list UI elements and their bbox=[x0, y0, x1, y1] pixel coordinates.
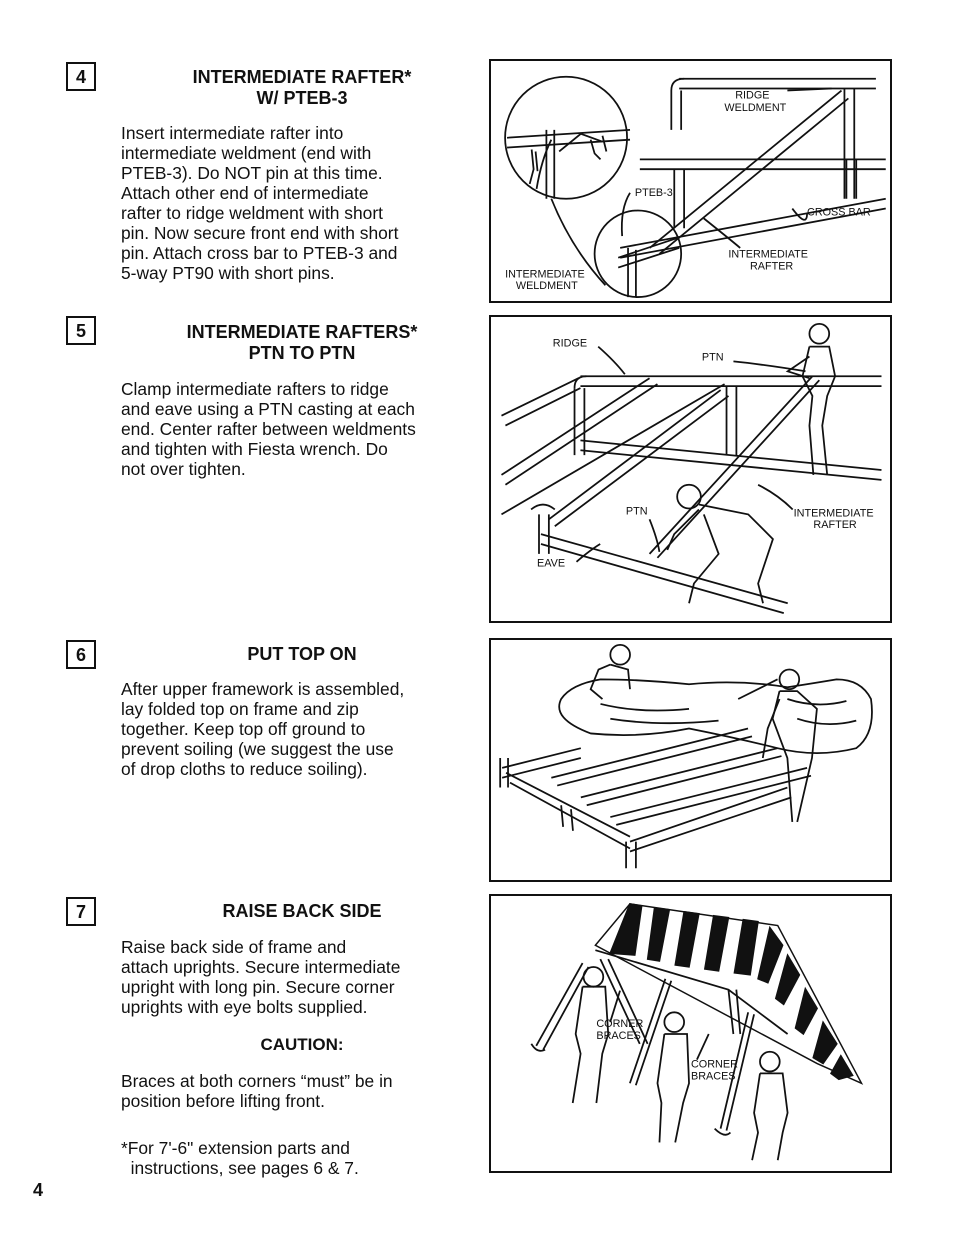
step-6-heading-line-1: PUT TOP ON bbox=[247, 644, 357, 664]
caution-heading: CAUTION: bbox=[260, 1035, 344, 1054]
label-ridge: RIDGE bbox=[552, 337, 588, 350]
step-4-line: rafter to ridge weldment with short bbox=[121, 203, 383, 223]
step-4-line: pin. Attach cross bar to PTEB-3 and bbox=[121, 243, 398, 263]
step-5-line: and eave using a PTN casting at each bbox=[121, 399, 415, 419]
step-7-heading-line-1: RAISE BACK SIDE bbox=[222, 901, 382, 921]
label-ptn-top: PTN bbox=[701, 351, 724, 364]
label-ptn-bottom: PTN bbox=[625, 505, 648, 518]
step-4-line: Insert intermediate rafter into bbox=[121, 123, 344, 143]
label-intermediate-weldment-1: INTERMEDIATE bbox=[505, 268, 585, 281]
step-6-line: together. Keep top off ground to bbox=[121, 719, 366, 739]
step-7-line: uprights with eye bolts supplied. bbox=[121, 997, 368, 1017]
step-4-line: 5-way PT90 with short pins. bbox=[121, 263, 335, 283]
step-4-heading bbox=[120, 67, 484, 109]
label-intermediate-rafter-2: RAFTER bbox=[750, 260, 794, 273]
caution-text bbox=[121, 1071, 481, 1111]
extension-footnote bbox=[121, 1138, 481, 1178]
step-6-illustration bbox=[489, 638, 892, 882]
label-eave: EAVE bbox=[537, 557, 566, 570]
step-4-line: intermediate weldment (end with bbox=[121, 143, 372, 163]
step-6-line: prevent soiling (we suggest the use bbox=[121, 739, 394, 759]
step-5-line: not over tighten. bbox=[121, 459, 246, 479]
label-intermediate-rafter-1: INTERMEDIATE bbox=[728, 248, 808, 261]
step-5-line: Clamp intermediate rafters to ridge bbox=[121, 379, 389, 399]
step-6-frame-drawing bbox=[491, 640, 890, 880]
step-4-heading-line-2: W/ PTEB-3 bbox=[256, 88, 348, 108]
label-corner-braces-b1: CORNER bbox=[690, 1058, 738, 1071]
label-pteb3: PTEB-3 bbox=[634, 186, 673, 199]
step-6-heading bbox=[120, 644, 484, 665]
label-ridge-weldment-2: WELDMENT bbox=[724, 102, 787, 115]
step-4-heading-line-1: INTERMEDIATE RAFTER* bbox=[192, 67, 412, 87]
step-4-illustration bbox=[489, 59, 892, 303]
label-cross-bar: CROSS BAR bbox=[807, 206, 871, 219]
step-5-line: end. Center rafter between weldments bbox=[121, 419, 416, 439]
step-5-line: and tighten with Fiesta wrench. Do bbox=[121, 439, 388, 459]
step-5-heading-line-1: INTERMEDIATE RAFTERS* bbox=[186, 322, 418, 342]
step-5-heading-line-2: PTN TO PTN bbox=[248, 343, 356, 363]
label-intermediate-rafter-1: INTERMEDIATE bbox=[793, 507, 874, 520]
step-6-line: lay folded top on frame and zip bbox=[121, 699, 359, 719]
footnote-line: instructions, see pages 6 & 7. bbox=[121, 1158, 359, 1178]
step-5-illustration bbox=[489, 315, 892, 623]
step-5-number: 5 bbox=[66, 316, 96, 345]
step-7-line: upright with long pin. Secure corner bbox=[121, 977, 395, 997]
step-4-line: PTEB-3). Do NOT pin at this time. bbox=[121, 163, 383, 183]
step-4-number: 4 bbox=[66, 62, 96, 91]
step-5-heading bbox=[120, 322, 484, 364]
caution-line: position before lifting front. bbox=[121, 1091, 325, 1111]
label-corner-braces-b2: BRACES bbox=[690, 1070, 736, 1083]
label-intermediate-rafter-2: RAFTER bbox=[813, 519, 857, 532]
step-7-canopy-drawing bbox=[491, 896, 890, 1171]
step-4-line: Attach other end of intermediate bbox=[121, 183, 369, 203]
step-5-instructions bbox=[121, 379, 481, 479]
label-ridge-weldment-1: RIDGE bbox=[735, 89, 770, 102]
step-7-heading bbox=[120, 901, 484, 922]
step-4-line: pin. Now secure front end with short bbox=[121, 223, 399, 243]
step-7-line: attach uprights. Secure intermediate bbox=[121, 957, 401, 977]
step-7-number: 7 bbox=[66, 897, 96, 926]
page-number: 4 bbox=[33, 1180, 44, 1200]
step-6-line: After upper framework is assembled, bbox=[121, 679, 405, 699]
step-4-instructions bbox=[121, 123, 481, 283]
step-4-frame-drawing bbox=[491, 61, 890, 301]
footnote-line: *For 7'-6" extension parts and bbox=[121, 1138, 350, 1158]
step-5-frame-drawing bbox=[491, 317, 890, 621]
step-6-line: of drop cloths to reduce soiling). bbox=[121, 759, 368, 779]
step-6-number: 6 bbox=[66, 640, 96, 669]
step-7-illustration bbox=[489, 894, 892, 1173]
step-6-instructions bbox=[121, 679, 481, 779]
label-corner-braces-a1: CORNER bbox=[596, 1018, 644, 1031]
step-7-line: Raise back side of frame and bbox=[121, 937, 347, 957]
step-7-instructions bbox=[121, 937, 481, 1017]
label-intermediate-weldment-2: WELDMENT bbox=[515, 280, 578, 293]
caution-line: Braces at both corners “must” be in bbox=[121, 1071, 393, 1091]
label-corner-braces-a2: BRACES bbox=[596, 1029, 641, 1042]
